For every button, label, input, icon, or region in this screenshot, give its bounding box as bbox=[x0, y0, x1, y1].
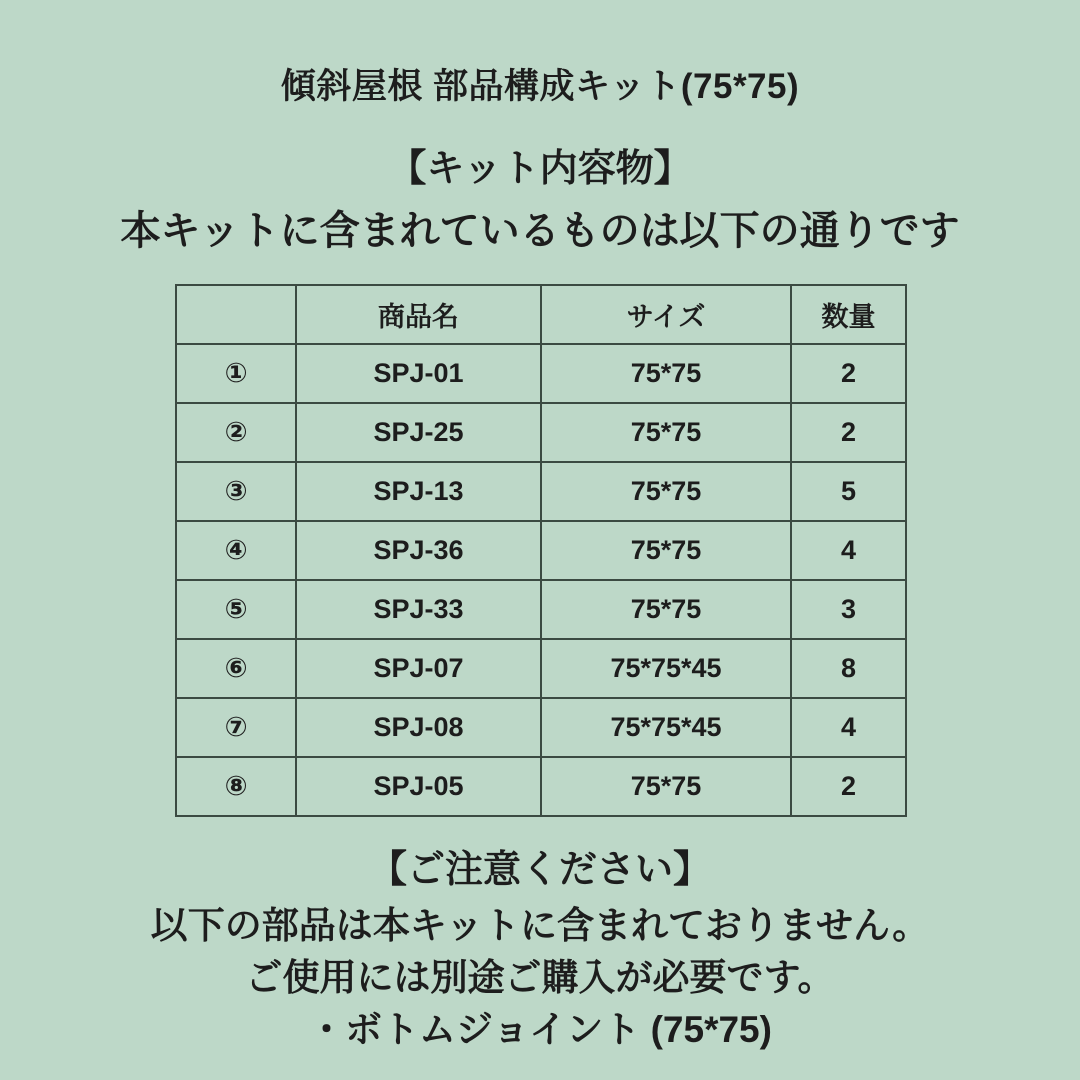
table-row bbox=[176, 580, 906, 639]
cell-name: SPJ-07 bbox=[296, 639, 541, 698]
cell-index: ④ bbox=[176, 521, 296, 580]
table-row bbox=[176, 521, 906, 580]
notice-line-3: ・ボトムジョイント (75*75) bbox=[308, 1009, 772, 1051]
cell-size: 75*75 bbox=[541, 344, 791, 403]
contents-heading: 【キット内容物】 bbox=[388, 148, 692, 190]
cell-qty: 2 bbox=[791, 344, 906, 403]
cell-name: SPJ-05 bbox=[296, 757, 541, 816]
table-body bbox=[176, 344, 906, 816]
table-row bbox=[176, 403, 906, 462]
cell-size: 75*75 bbox=[541, 462, 791, 521]
cell-index: ⑥ bbox=[176, 639, 296, 698]
cell-name: SPJ-25 bbox=[296, 403, 541, 462]
column-header-qty: 数量 bbox=[791, 285, 906, 344]
cell-index: ② bbox=[176, 403, 296, 462]
cell-qty: 2 bbox=[791, 403, 906, 462]
cell-size: 75*75*45 bbox=[541, 698, 791, 757]
cell-index: ⑤ bbox=[176, 580, 296, 639]
cell-name: SPJ-13 bbox=[296, 462, 541, 521]
cell-index: ① bbox=[176, 344, 296, 403]
cell-qty: 2 bbox=[791, 757, 906, 816]
cell-index: ⑦ bbox=[176, 698, 296, 757]
cell-size: 75*75*45 bbox=[541, 639, 791, 698]
contents-subheading: 本キットに含まれているものは以下の通りです bbox=[120, 208, 960, 253]
cell-size: 75*75 bbox=[541, 521, 791, 580]
cell-qty: 5 bbox=[791, 462, 906, 521]
kit-contents-table bbox=[175, 284, 907, 817]
column-header-size: サイズ bbox=[541, 285, 791, 344]
cell-index: ③ bbox=[176, 462, 296, 521]
cell-name: SPJ-36 bbox=[296, 521, 541, 580]
page-title: 傾斜屋根 部品構成キット(75*75) bbox=[280, 67, 800, 106]
cell-index: ⑧ bbox=[176, 757, 296, 816]
table-row bbox=[176, 462, 906, 521]
notice-heading: 【ご注意ください】 bbox=[368, 848, 711, 891]
kit-contents-table-wrapper bbox=[175, 284, 905, 817]
table-row bbox=[176, 344, 906, 403]
cell-qty: 4 bbox=[791, 698, 906, 757]
table-row bbox=[176, 698, 906, 757]
notice-line-1: 以下の部品は本キットに含まれておりません。 bbox=[150, 905, 930, 946]
cell-qty: 3 bbox=[791, 580, 906, 639]
cell-size: 75*75 bbox=[541, 757, 791, 816]
table-header bbox=[176, 285, 906, 344]
column-header-name: 商品名 bbox=[296, 285, 541, 344]
table-row bbox=[176, 757, 906, 816]
cell-size: 75*75 bbox=[541, 403, 791, 462]
notice-line-2: ご使用には別途ご購入が必要です。 bbox=[245, 957, 835, 999]
cell-size: 75*75 bbox=[541, 580, 791, 639]
column-header-index bbox=[176, 285, 296, 344]
cell-name: SPJ-08 bbox=[296, 698, 541, 757]
table-row bbox=[176, 639, 906, 698]
cell-name: SPJ-33 bbox=[296, 580, 541, 639]
table-header-row bbox=[176, 285, 906, 344]
cell-qty: 8 bbox=[791, 639, 906, 698]
cell-qty: 4 bbox=[791, 521, 906, 580]
cell-name: SPJ-01 bbox=[296, 344, 541, 403]
